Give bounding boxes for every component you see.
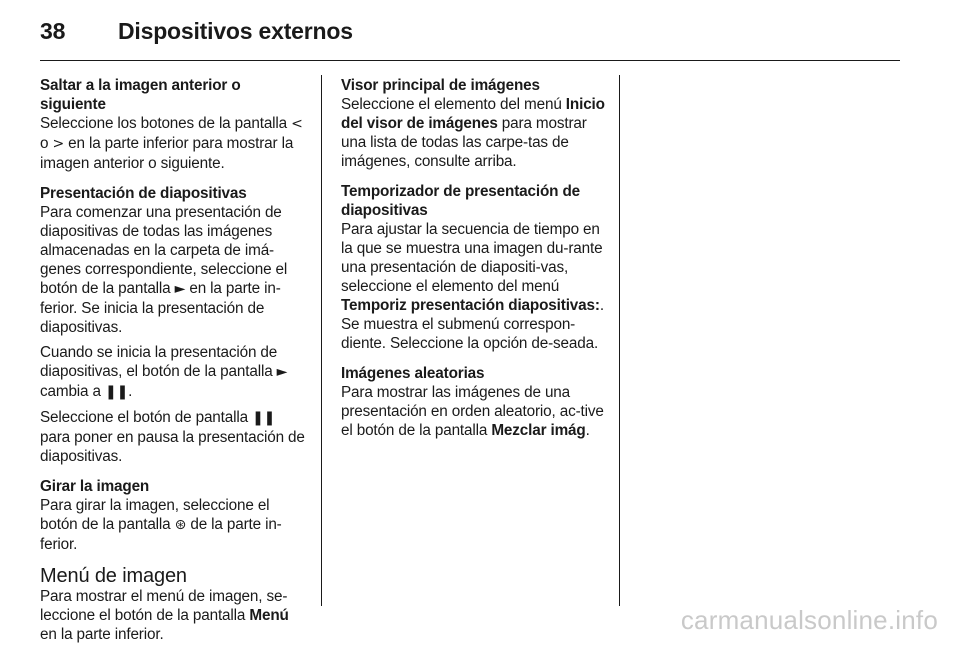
button-label: Mezclar imág [491,422,586,439]
body-text: Cuando se inicia la presentación de diapositivas, el botón de la pantalla [40,344,278,380]
section-prev-next [40,76,308,173]
page-header [40,18,353,45]
menu-label: Menú [249,607,289,624]
body-text: Seleccione el botón de pantalla [40,409,253,426]
section-heading: Temporizador de presentación de diapositivas [341,183,581,219]
section-heading-large: Menú de imagen [40,565,187,587]
section-heading: Saltar a la imagen anterior o siguiente [40,77,241,113]
page-number: 38 [40,18,66,44]
column-divider-right [619,75,620,606]
play-icon: ► [276,364,288,380]
body-text: . [128,383,133,400]
section-random-images [341,364,606,440]
header-rule [40,60,900,61]
body-text: . [585,422,590,439]
menu-item-label: Inicio del visor de imágenes [341,96,605,132]
section-main-viewer [341,76,606,171]
section-heading: Visor principal de imágenes [341,77,540,94]
menu-item-label: Temporiz presentación diapositivas: [341,297,600,314]
body-text: o [40,135,53,152]
watermark: carmanualsonline.info [680,605,938,635]
section-heading: Imágenes aleatorias [341,365,485,382]
section-slideshow-timer [341,182,606,353]
body-text: cambia a [40,383,105,400]
play-icon: ► [174,281,186,297]
rotate-icon: ⊛ [174,517,187,533]
chevron-right-icon: > [52,136,65,152]
pause-icon: ❚❚ [252,410,276,426]
section-heading: Presentación de diapositivas [40,185,247,202]
section-slideshow [40,184,308,466]
section-heading: Girar la imagen [40,478,150,495]
body-text: Para girar la imagen, seleccione el botón de la pantalla [40,497,270,533]
body-text: Para ajustar la secuencia de tiempo en la que se muestra una imagen du-rante una presentación de diapositi-vas, seleccione el elemento del menú [341,221,603,295]
body-text: Seleccione los botones de la pantalla [40,115,292,132]
body-text: en la parte in-ferior. Se inicia la presentación de diapositivas. [40,280,281,336]
left-column [40,76,308,655]
body-text: Para mostrar el menú de imagen, se-leccione el botón de la pantalla [40,588,288,624]
body-text: de la parte in-ferior. [40,516,282,553]
body-text: en la parte inferior para mostrar la imagen anterior o siguiente. [40,135,294,172]
body-text: Para mostrar las imágenes de una presentación en orden aleatorio, ac-tive el botón de la pantalla [341,384,604,439]
page-title: Dispositivos externos [118,18,353,44]
pause-icon: ❚❚ [104,384,129,400]
chevron-left-icon: < [291,116,303,132]
body-text: Para comenzar una presentación de diapositivas de todas las imágenes almacenadas en la carpeta de imá-genes correspondiente, seleccione el botón de la pantalla [40,204,288,297]
column-divider-left [321,75,322,606]
section-rotate [40,477,308,554]
body-text: para poner en pausa la presentación de diapositivas. [40,429,305,465]
body-text: . Se muestra el submenú correspon-diente. Seleccione la opción de-seada. [341,297,604,352]
section-image-menu [40,565,308,644]
right-column [341,76,606,451]
body-text: en la parte inferior. [40,626,164,643]
body-text: para mostrar una lista de todas las carpe-tas de imágenes, consulte arriba. [341,115,587,170]
body-text: Seleccione el elemento del menú [341,96,566,113]
